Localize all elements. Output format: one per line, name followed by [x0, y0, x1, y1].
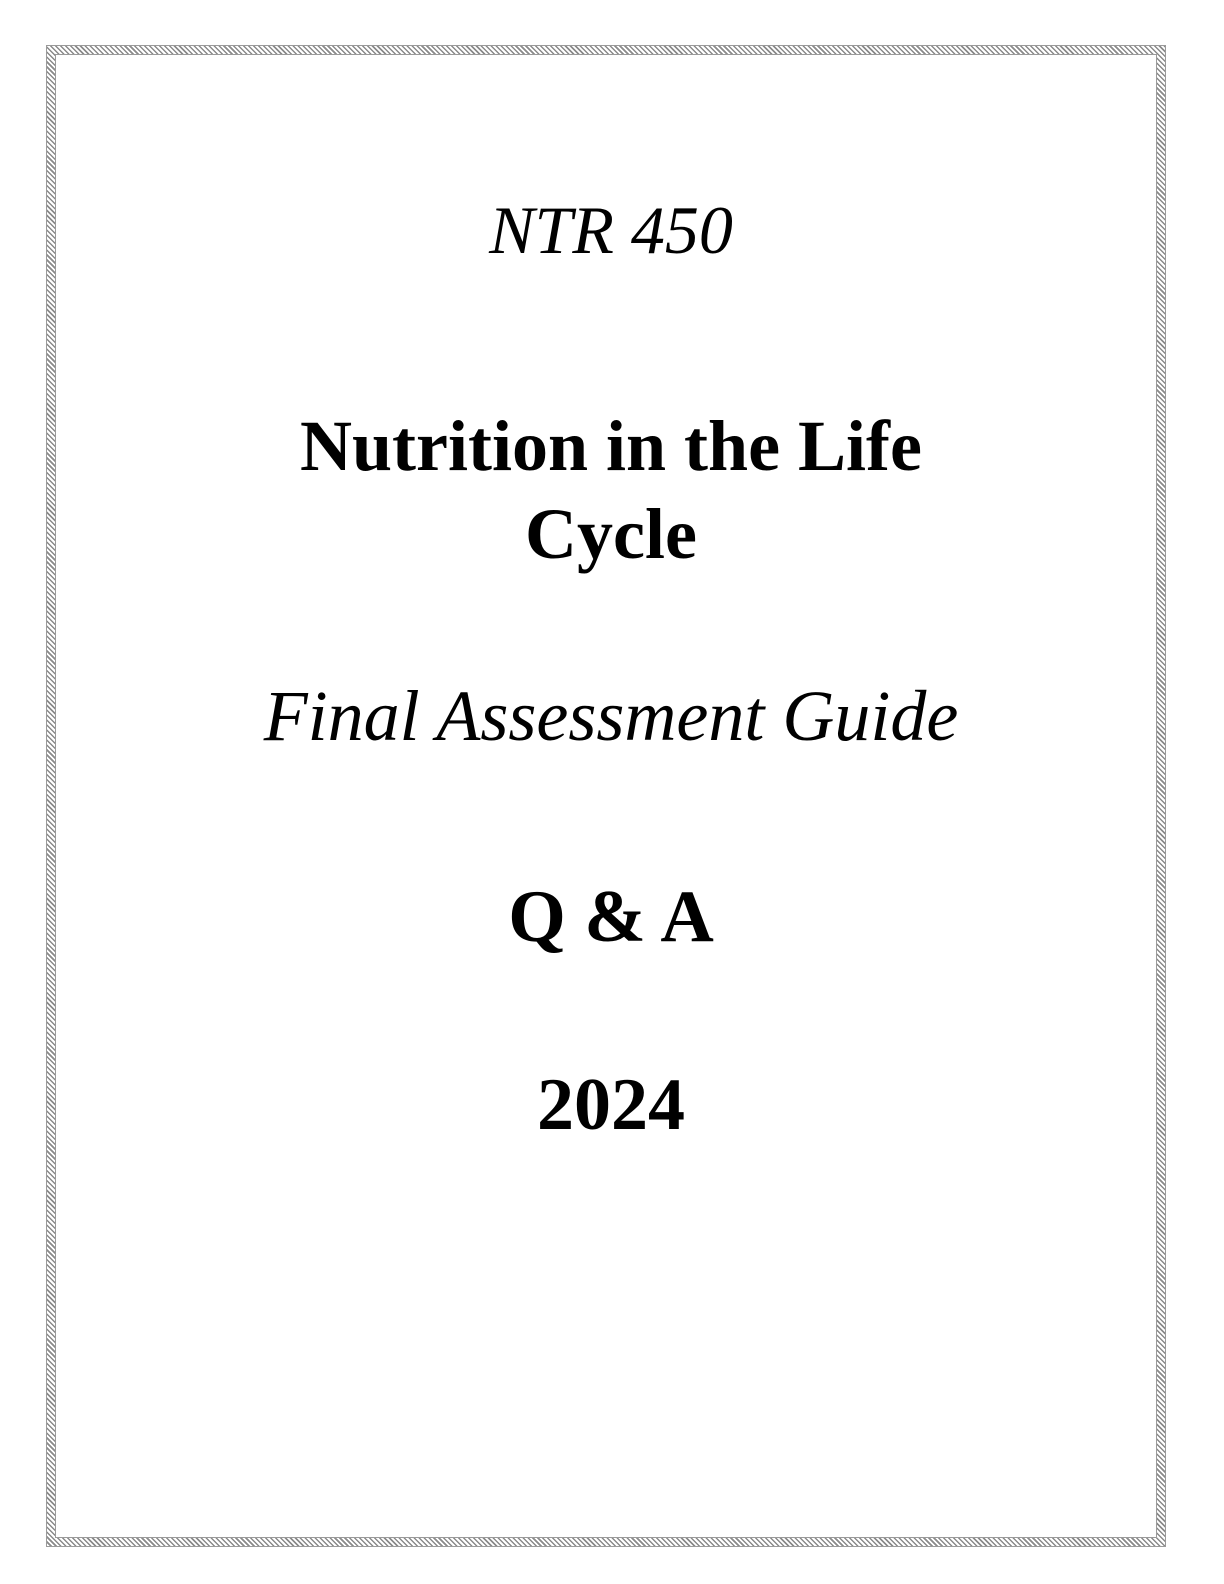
qa-label: Q & A: [508, 876, 714, 958]
course-title-line-1: Nutrition in the Life: [300, 406, 922, 486]
guide-title: Final Assessment Guide: [263, 676, 959, 756]
year-label: 2024: [537, 1064, 685, 1146]
decorative-page-border: [46, 45, 1166, 1547]
course-code: NTR 450: [489, 192, 733, 268]
course-title: [56, 402, 1166, 578]
course-title-line-2: Cycle: [525, 494, 697, 574]
